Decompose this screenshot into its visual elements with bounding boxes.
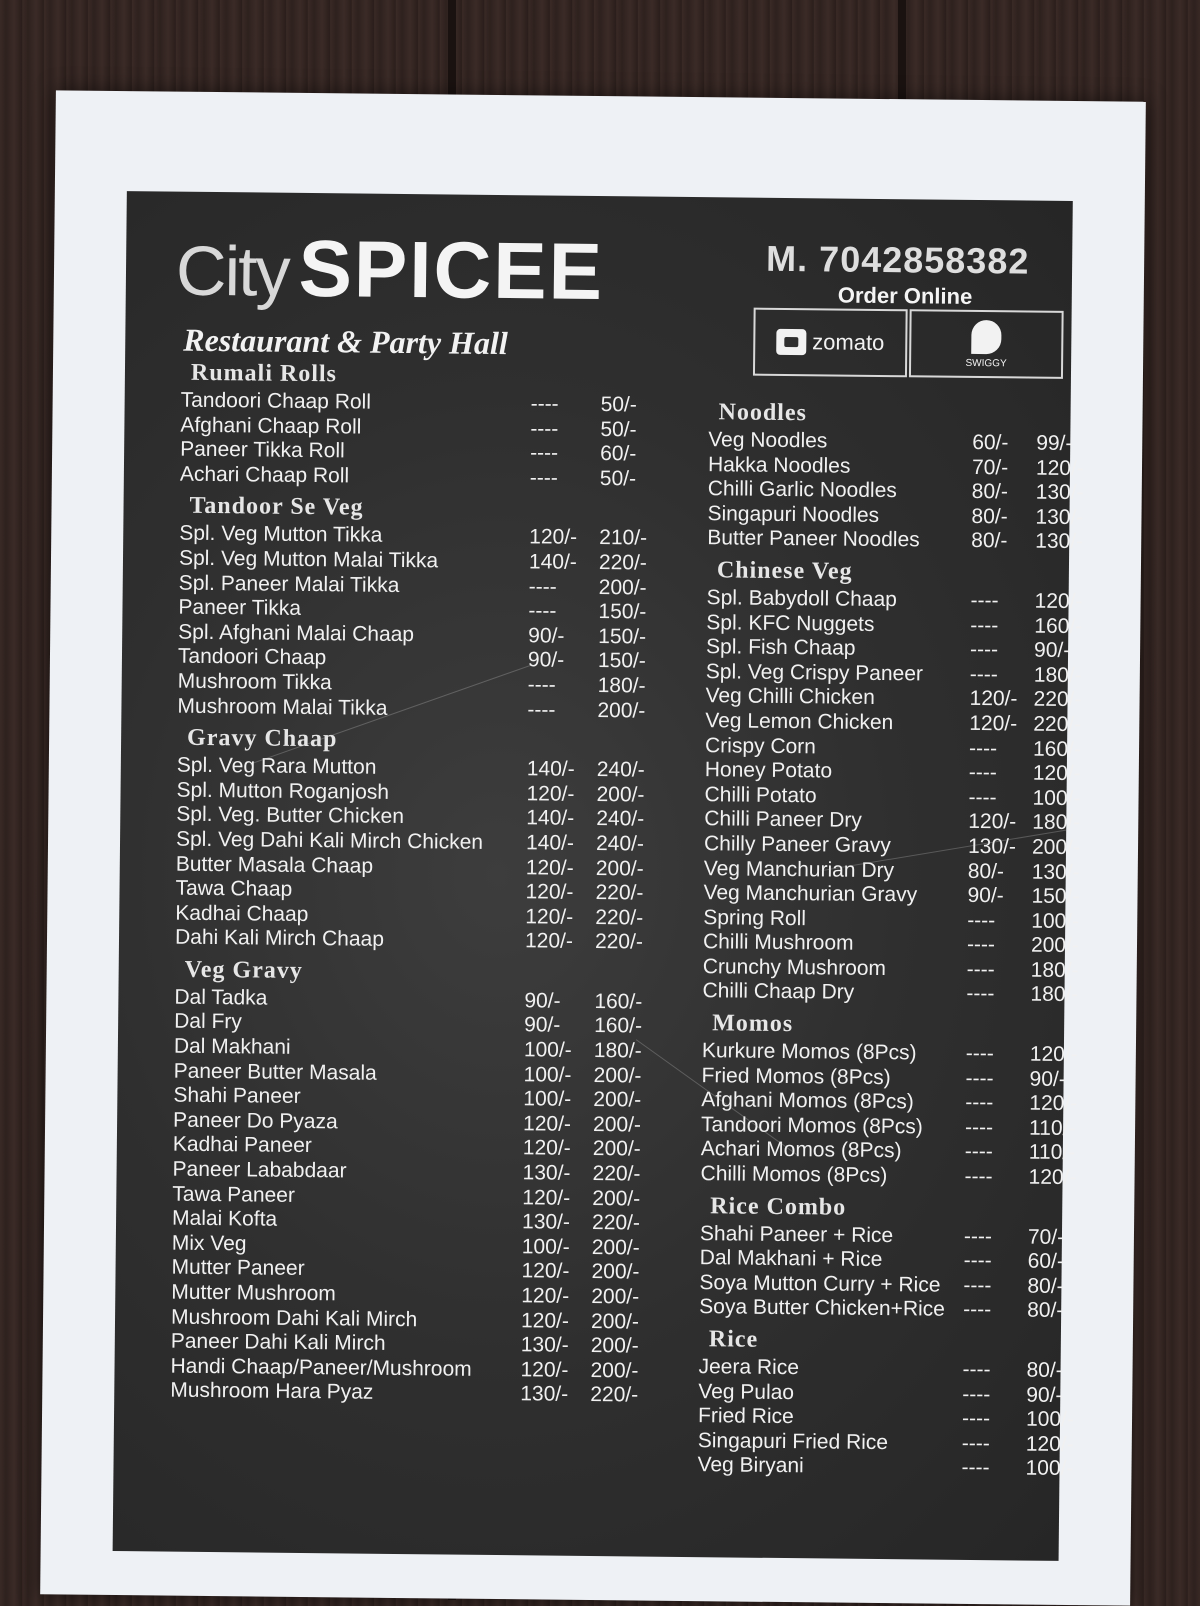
item-price-half: ----	[966, 982, 995, 1006]
item-price-half: ----	[965, 1041, 994, 1066]
item-name: Afghani Momos (8Pcs)	[701, 1088, 914, 1114]
item-price-half: ----	[530, 441, 559, 465]
item-price-full: 200/-	[590, 1334, 639, 1358]
item-price-full: 200/-	[597, 698, 646, 723]
item-name: Tandoori Chaap Roll	[180, 388, 372, 414]
item-price-half: 120/-	[529, 525, 578, 550]
item-price-full: 130/-	[1035, 480, 1084, 505]
item-price-full: 120/-	[1029, 1042, 1078, 1067]
item-name: Kurkure Momos (8Pcs)	[701, 1039, 917, 1065]
item-name: Afghani Chaap Roll	[180, 413, 362, 439]
item-price-half: ----	[968, 761, 997, 785]
item-price-full: 200/-	[593, 1063, 642, 1088]
section-title: Tandoor Se Veg	[189, 493, 364, 521]
item-price-full: 180/-	[1030, 958, 1079, 982]
item-name: Hakka Noodles	[707, 452, 851, 478]
item-price-half: ----	[970, 588, 999, 613]
item-price-half: ----	[527, 673, 556, 697]
item-price-half: ----	[529, 466, 558, 490]
item-price-full: 200/-	[596, 782, 645, 807]
item-price-half: ----	[961, 1407, 991, 1431]
item-price-half: ----	[528, 574, 557, 599]
section-title: Rice Combo	[710, 1192, 847, 1221]
item-price-half: 120/-	[526, 782, 575, 806]
item-price-half: 90/-	[527, 648, 565, 673]
menu-item	[707, 477, 1084, 505]
item-price-half: 120/-	[522, 1112, 572, 1136]
item-name: Veg Manchurian Gravy	[703, 881, 918, 907]
item-price-full: 80/-	[1027, 1274, 1064, 1298]
item-price-full: 100/-	[1031, 909, 1080, 933]
item-price-half: ----	[962, 1382, 991, 1406]
menu-left-column	[170, 354, 661, 1409]
item-name: Spl. Paneer Malai Tikka	[178, 571, 400, 597]
item-price-full: 60/-	[600, 442, 637, 466]
order-online-label: Order Online	[837, 282, 973, 309]
menu-section	[177, 493, 659, 724]
section-title: Noodles	[718, 399, 808, 427]
item-name: Mushroom Tikka	[177, 669, 332, 695]
menu-item	[708, 428, 1073, 456]
item-name: Handi Chaap/Paneer/Mushroom	[170, 1354, 472, 1381]
item-name: Tawa Chaap	[175, 876, 293, 901]
item-price-full: 90/-	[1033, 638, 1071, 663]
item-price-half: 130/-	[520, 1333, 569, 1357]
menu-paper	[40, 90, 1146, 1605]
item-price-half: ----	[964, 1164, 993, 1189]
item-price-half: ----	[966, 957, 995, 982]
menu-item	[170, 1379, 650, 1409]
item-price-half: 120/-	[969, 687, 1018, 711]
item-price-full: 70/-	[1027, 1225, 1065, 1249]
item-name: Paneer Do Pyaza	[173, 1108, 338, 1134]
swiggy-badge	[909, 309, 1064, 379]
item-name: Chilly Paneer Gravy	[703, 832, 891, 858]
item-price-half: ----	[961, 1431, 990, 1455]
menu-item	[702, 955, 1079, 983]
item-price-full: 200/-	[591, 1285, 640, 1309]
item-price-full: 220/-	[1033, 712, 1082, 737]
item-name: Spring Roll	[703, 905, 807, 930]
item-price-full: 120/-	[1025, 1432, 1074, 1456]
item-name: Mushroom Hara Pyaz	[170, 1378, 374, 1405]
menu-item	[177, 694, 657, 724]
swiggy-icon	[971, 319, 1001, 353]
item-price-full: 180/-	[1030, 983, 1079, 1007]
item-name: Chilli Paneer Dry	[704, 807, 862, 833]
item-name: Honey Potato	[704, 758, 833, 783]
item-name: Malai Kofta	[171, 1206, 278, 1231]
item-price-full: 180/-	[1033, 663, 1082, 687]
item-price-half: 130/-	[967, 834, 1017, 859]
item-price-full: 220/-	[595, 881, 644, 905]
item-price-half: 100/-	[523, 1062, 572, 1087]
item-name: Shahi Paneer + Rice	[699, 1221, 894, 1247]
menu-item	[697, 1453, 1074, 1482]
item-name: Achari Chaap Roll	[179, 462, 350, 488]
item-price-half: ----	[965, 1091, 994, 1115]
restaurant-logo	[176, 222, 605, 318]
item-name: Spl. KFC Nuggets	[706, 610, 875, 636]
item-price-full: 200/-	[590, 1358, 639, 1383]
item-price-half: 140/-	[526, 757, 575, 781]
item-price-half: ----	[969, 638, 999, 662]
item-name: Veg Noodles	[708, 428, 828, 453]
item-price-full: 240/-	[596, 758, 645, 782]
item-name: Tandoori Momos (8Pcs)	[700, 1112, 923, 1139]
item-name: Spl. Veg Crispy Paneer	[705, 659, 924, 686]
item-name: Chilli Garlic Noodles	[707, 477, 897, 503]
menu-item	[699, 1246, 1065, 1274]
item-name: Dal Tadka	[174, 985, 268, 1010]
menu-section	[697, 1326, 1075, 1482]
item-price-full: 60/-	[1027, 1249, 1065, 1274]
item-price-half: ----	[961, 1456, 990, 1480]
item-price-full: 200/-	[590, 1309, 640, 1334]
menu-item	[697, 1428, 1074, 1457]
item-price-half: 120/-	[968, 810, 1017, 834]
item-price-full: 220/-	[1033, 687, 1082, 712]
item-name: Butter Masala Chaap	[175, 852, 374, 878]
item-price-full: 200/-	[592, 1112, 642, 1137]
item-price-half: 140/-	[525, 831, 575, 855]
item-name: Chilli Potato	[704, 782, 817, 808]
item-price-half: ----	[963, 1249, 992, 1273]
item-price-full: 220/-	[592, 1162, 641, 1186]
item-name: Dahi Kali Mirch Chaap	[174, 925, 385, 952]
item-name: Dal Fry	[174, 1010, 242, 1034]
item-price-full: 200/-	[595, 856, 644, 881]
item-price-full: 150/-	[598, 600, 647, 624]
item-price-full: 120/-	[1032, 761, 1081, 786]
item-price-full: 80/-	[1026, 1358, 1063, 1382]
item-price-half: 120/-	[520, 1358, 569, 1382]
item-price-full: 200/-	[598, 575, 647, 600]
menu-item	[699, 1270, 1064, 1299]
item-name: Shahi Paneer	[173, 1083, 301, 1109]
item-price-full: 99/-	[1036, 431, 1073, 455]
item-price-full: 80/-	[1027, 1298, 1064, 1323]
menu-item	[700, 1162, 1077, 1190]
item-name: Mutter Mushroom	[171, 1280, 336, 1306]
zomato-icon	[776, 329, 806, 355]
item-price-full: 210/-	[599, 526, 648, 550]
item-name: Chilli Mushroom	[702, 930, 854, 956]
menu-section	[702, 557, 1083, 1008]
item-price-half: 120/-	[521, 1284, 570, 1308]
item-price-full: 160/-	[1032, 737, 1082, 761]
menu-item	[704, 782, 1081, 811]
item-name: Spl. Mutton Roganjosh	[176, 778, 390, 804]
item-price-full: 220/-	[598, 551, 647, 575]
item-price-half: 80/-	[971, 480, 1009, 504]
item-name: Spl. Babydoll Chaap	[706, 586, 898, 612]
tagline: Restaurant & Party Hall	[183, 321, 508, 362]
menu-item	[705, 635, 1071, 663]
menu-item	[703, 832, 1081, 860]
menu-item	[703, 881, 1080, 909]
item-price-full: 160/-	[594, 989, 643, 1014]
menu-item	[707, 526, 1084, 555]
item-price-full: 200/-	[592, 1137, 641, 1161]
item-price-full: 100/-	[1025, 1456, 1074, 1481]
item-price-full: 130/-	[1035, 505, 1084, 529]
item-price-half: 80/-	[971, 504, 1008, 529]
item-name: Jeera Rice	[698, 1355, 800, 1380]
zomato-label: zomato	[812, 329, 885, 356]
item-price-half: 120/-	[969, 711, 1018, 736]
item-name: Kadhai Chaap	[175, 901, 309, 926]
item-price-full: 120/-	[1029, 1091, 1078, 1116]
menu-item	[698, 1379, 1063, 1408]
item-price-full: 160/-	[1034, 614, 1083, 638]
item-price-full: 220/-	[590, 1383, 639, 1407]
item-price-half: 100/-	[523, 1087, 572, 1112]
item-name: Spl. Afghani Malai Chaap	[178, 620, 415, 646]
item-price-half: 60/-	[972, 430, 1009, 455]
section-title: Gravy Chaap	[186, 724, 338, 753]
item-price-half: ----	[965, 1066, 994, 1090]
item-name: Chilli Chaap Dry	[702, 979, 855, 1005]
item-price-half: 130/-	[522, 1161, 571, 1185]
item-price-full: 200/-	[1030, 933, 1079, 958]
item-price-full: 90/-	[1029, 1067, 1066, 1091]
item-price-full: 180/-	[593, 1039, 642, 1063]
menu-item	[701, 1039, 1078, 1067]
item-price-full: 180/-	[1032, 810, 1081, 835]
item-name: Paneer Dahi Kali Mirch	[170, 1329, 386, 1356]
menu-section	[170, 957, 655, 1409]
item-price-half: ----	[966, 933, 996, 957]
logo-city-text: City	[175, 231, 289, 311]
item-name: Soya Butter Chicken+Rice	[699, 1295, 946, 1322]
menu-item	[706, 610, 1083, 639]
item-name: Spl. Veg Mutton Tikka	[179, 522, 383, 548]
item-price-full: 50/-	[600, 417, 637, 442]
item-price-full: 180/-	[597, 673, 646, 698]
menu-section	[707, 399, 1084, 555]
item-price-half: 100/-	[521, 1235, 570, 1259]
item-price-full: 90/-	[1026, 1383, 1063, 1407]
item-name: Soya Mutton Curry + Rice	[699, 1270, 941, 1297]
menu-item	[707, 501, 1084, 530]
item-price-half: ----	[963, 1224, 993, 1248]
menu-item	[702, 930, 1079, 958]
item-name: Mushroom Malai Tikka	[177, 694, 388, 720]
item-price-full: 120/-	[1028, 1165, 1077, 1190]
item-name: Veg Pulao	[698, 1379, 795, 1404]
item-price-half: 120/-	[522, 1136, 571, 1161]
phone-number: M. 7042858382	[765, 237, 1030, 282]
section-title: Rumali Rolls	[190, 359, 338, 388]
item-price-half: 120/-	[524, 929, 574, 954]
item-price-half: 100/-	[523, 1038, 572, 1062]
item-price-half: 80/-	[971, 529, 1008, 553]
item-price-full: 150/-	[598, 624, 647, 649]
item-price-full: 120/-	[1035, 456, 1084, 480]
item-price-full: 110/-	[1028, 1141, 1076, 1165]
menu-item	[705, 709, 1082, 737]
item-price-half: 90/-	[524, 1013, 561, 1038]
item-price-full: 100/-	[1025, 1407, 1075, 1432]
item-price-half: 70/-	[971, 455, 1009, 479]
section-title: Momos	[712, 1010, 794, 1038]
zomato-badge	[753, 308, 908, 378]
menu-item	[706, 586, 1083, 614]
item-price-half: 120/-	[525, 855, 574, 880]
menu-item	[697, 1404, 1075, 1432]
item-name: Veg Lemon Chicken	[705, 709, 894, 735]
item-name: Kadhai Paneer	[172, 1133, 312, 1158]
menu-item	[700, 1137, 1076, 1166]
item-name: Achari Momos (8Pcs)	[700, 1137, 902, 1163]
item-name: Singapuri Noodles	[707, 501, 880, 527]
item-price-half: ----	[969, 662, 998, 686]
item-price-half: 90/-	[967, 884, 1004, 908]
menu-item	[704, 807, 1081, 835]
item-price-half: ----	[528, 599, 557, 623]
menu-item	[701, 1088, 1078, 1116]
item-price-half: ----	[962, 1357, 991, 1382]
item-price-half: ----	[963, 1298, 992, 1322]
menu-item	[703, 856, 1080, 885]
menu-item	[700, 1112, 1076, 1141]
menu-item	[704, 733, 1082, 762]
item-name: Veg Manchurian Dry	[703, 856, 895, 882]
menu-item	[175, 926, 655, 956]
item-price-half: ----	[970, 613, 999, 637]
item-name: Spl. Veg Mutton Malai Tikka	[178, 546, 439, 573]
item-price-full: 200/-	[593, 1088, 642, 1112]
menu-card	[113, 191, 1084, 1561]
item-price-half: ----	[527, 697, 556, 722]
item-price-half: 120/-	[525, 904, 574, 929]
item-name: Tawa Paneer	[172, 1182, 296, 1207]
menu-item	[701, 1063, 1066, 1092]
item-price-half: ----	[964, 1140, 993, 1164]
section-title: Veg Gravy	[184, 956, 303, 984]
menu-section	[175, 725, 657, 956]
menu-section	[180, 360, 661, 492]
item-price-full: 200/-	[592, 1186, 641, 1211]
item-name: Tandoori Chaap	[177, 644, 327, 670]
item-price-full: 200/-	[591, 1260, 640, 1284]
item-name: Paneer Tikka	[178, 595, 302, 621]
item-price-half: 130/-	[520, 1382, 569, 1407]
menu-item	[703, 905, 1080, 934]
menu-item	[705, 659, 1082, 688]
menu-section	[700, 1010, 1078, 1190]
menu-item	[698, 1355, 1063, 1383]
item-price-full: 130/-	[1031, 860, 1080, 884]
item-price-half: ----	[530, 416, 559, 441]
item-price-full: 220/-	[594, 930, 644, 954]
item-price-full: 100/-	[1032, 786, 1081, 810]
item-name: Spl. Veg Rara Mutton	[176, 753, 377, 779]
item-name: Fried Momos (8Pcs)	[701, 1063, 891, 1089]
item-name: Butter Paneer Noodles	[707, 526, 920, 552]
item-name: Singapuri Fried Rice	[697, 1428, 889, 1454]
menu-right-column	[697, 393, 1084, 1482]
item-price-half: ----	[963, 1273, 992, 1298]
item-name: Paneer Butter Masala	[173, 1059, 377, 1085]
item-price-half: 140/-	[526, 806, 575, 831]
item-price-half: 120/-	[522, 1185, 571, 1210]
menu-item	[702, 979, 1079, 1008]
item-price-full: 50/-	[599, 466, 637, 491]
item-price-full: 120/-	[1034, 589, 1083, 614]
item-price-half: 80/-	[967, 859, 1005, 883]
menu-item	[699, 1221, 1065, 1250]
item-name: Paneer Tikka Roll	[180, 437, 345, 463]
item-price-half: ----	[967, 908, 996, 932]
menu-item	[707, 452, 1084, 481]
item-price-half: ----	[968, 785, 997, 809]
menu-item	[699, 1295, 1064, 1324]
item-price-full: 110/-	[1028, 1116, 1076, 1140]
item-name: Spl. Veg Dahi Kali Mirch Chicken	[175, 827, 484, 854]
item-name: Mix Veg	[171, 1231, 247, 1256]
item-price-half: 120/-	[520, 1308, 570, 1333]
item-name: Veg Biryani	[697, 1453, 804, 1478]
item-price-full: 220/-	[595, 905, 644, 930]
item-price-half: 130/-	[521, 1210, 571, 1234]
menu-item	[180, 462, 660, 492]
item-price-full: 220/-	[591, 1211, 641, 1235]
item-name: Mutter Paneer	[171, 1256, 305, 1281]
section-title: Chinese Veg	[716, 557, 853, 585]
item-price-full: 50/-	[600, 393, 637, 417]
item-name: Spl. Fish Chaap	[705, 635, 856, 660]
item-name: Spl. Veg. Butter Chicken	[176, 802, 405, 829]
item-price-full: 160/-	[594, 1014, 643, 1038]
item-name: Veg Chilli Chicken	[705, 684, 875, 710]
item-price-half: 120/-	[521, 1259, 570, 1284]
item-price-half: 90/-	[524, 989, 561, 1013]
item-price-half: ----	[968, 736, 998, 760]
item-price-half: 140/-	[528, 550, 577, 574]
swiggy-label: SWIGGY	[965, 357, 1007, 369]
item-price-half: ----	[530, 392, 559, 416]
item-price-full: 200/-	[1031, 835, 1081, 860]
item-price-full: 200/-	[591, 1235, 640, 1260]
item-name: Fried Rice	[697, 1404, 794, 1429]
item-price-full: 130/-	[1035, 529, 1084, 554]
item-name: Mushroom Dahi Kali Mirch	[170, 1305, 418, 1331]
section-title: Rice	[708, 1326, 759, 1353]
item-price-full: 240/-	[595, 831, 645, 856]
item-price-full: 240/-	[596, 807, 645, 831]
item-price-half: ----	[964, 1115, 994, 1140]
item-name: Dal Makhani	[173, 1034, 291, 1059]
item-price-half: 90/-	[528, 624, 565, 648]
item-name: Chilli Momos (8Pcs)	[700, 1162, 888, 1188]
logo-spicee-text: SPICEE	[298, 223, 605, 317]
item-price-full: 150/-	[1031, 884, 1080, 909]
item-name: Crispy Corn	[704, 733, 817, 758]
menu-item	[704, 758, 1081, 786]
item-price-half: 120/-	[525, 880, 574, 904]
menu-section	[699, 1192, 1065, 1324]
item-price-full: 150/-	[597, 649, 646, 673]
item-name: Paneer Lababdaar	[172, 1157, 347, 1183]
menu-item	[705, 684, 1082, 713]
item-name: Crunchy Mushroom	[702, 955, 887, 980]
item-name: Dal Makhani + Rice	[699, 1246, 883, 1272]
